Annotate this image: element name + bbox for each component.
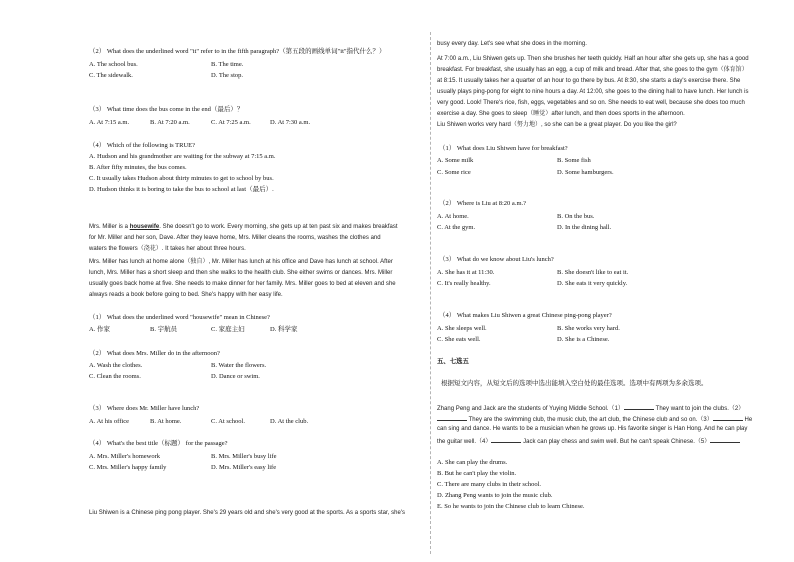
blank-3[interactable] [713, 414, 743, 421]
option-b[interactable]: B. The time. [211, 61, 244, 68]
passage-c-line: very good. Look! There's rice, fish, eggs, vegetables and so on. She needs to eat well, because she does too much [437, 100, 745, 106]
blank-5[interactable] [710, 436, 740, 443]
option-c[interactable]: C. It's really healthy. [437, 280, 491, 287]
blank-4[interactable] [491, 436, 521, 443]
question-3: （3） What do we know about Liu's lunch? [439, 256, 554, 263]
option-b[interactable]: B. On the bus. [557, 213, 595, 220]
option-e[interactable]: E. So he wants to join the Chinese club to learn Chinese. [437, 503, 585, 510]
option-d[interactable]: D. At the club. [270, 418, 309, 425]
text: Mrs. Miller is a [89, 224, 130, 230]
option-b[interactable]: B. At 7:20 a.m. [150, 119, 190, 126]
option-b[interactable]: B. 宇航员 [150, 326, 178, 333]
underlined-word: housewife [129, 224, 160, 230]
option-d[interactable]: D. At 7:30 a.m. [270, 119, 311, 126]
option-a[interactable]: A. 作家 [89, 326, 110, 333]
question-4: （4） What's the best title（标题） for the passage? [89, 440, 228, 447]
option-d[interactable]: D. Hudson thinks it is boring to take the bus to school at last（最后）. [89, 186, 274, 193]
question-1: （1） What does Liu Shiwen have for breakfast? [439, 145, 568, 152]
option-d[interactable]: D. Some hamburgers. [557, 169, 614, 176]
instruction: 根据短文内容，从短文后的选项中选出能填入空白处的最佳选项。选项中有两项为多余选项。 [441, 380, 708, 387]
option-b[interactable]: B. But he can't play the violin. [437, 470, 517, 477]
option-d[interactable]: D. She eats it very quickly. [557, 280, 628, 287]
passage-b-line: usually goes back home at five. She needs to make dinner for her family. Mrs. Miller goes to bed at eleven and she [89, 281, 396, 287]
cloze-line [437, 436, 740, 446]
question-2: （2） What does the underlined word "it" refer to in the fifth paragraph?（第五段的画线单词"it"指代什么？） [89, 48, 386, 55]
passage-b-line: lunch, Mrs. Miller has a short sleep and then she walks to the health club. She either swims or dances. Mrs. Miller [89, 270, 393, 276]
option-a[interactable]: A. She can play the drums. [437, 459, 508, 466]
option-a[interactable]: A. She has it at 11:30. [437, 269, 495, 276]
passage-c-line: usually plays ping-pong for eight to nine hours a day. At 12:00, she goes to the dining hall to have lunch. Her lunch is [437, 89, 749, 95]
passage-c-line: exercise a day. She goes to sleep（睡觉）after lunch, and then does sports in the afternoon. [437, 111, 685, 117]
text: They are the swimming club, the music club, the art club, the Chinese club and so on.（3） [467, 417, 713, 423]
cloze-line [437, 414, 752, 424]
passage-c-line: busy every day. Let's see what she does in the morning. [437, 41, 587, 47]
passage-b-line: always reads a book before going to bed. She's happy with her easy life. [89, 292, 283, 298]
option-a[interactable]: A. Some milk [437, 157, 474, 164]
option-d[interactable]: D. 科学家 [270, 326, 298, 333]
section-title: 五、七选五 [437, 357, 469, 365]
option-b[interactable]: B. Water the flowers. [211, 362, 267, 369]
option-b[interactable]: B. She doesn't like to eat it. [557, 269, 629, 276]
option-c[interactable]: C. At the gym. [437, 224, 476, 231]
cloze-line: can sing and dance. He wants to be a musician when he grows up. His favorite singer is Han Hong. And he can play [437, 426, 748, 432]
option-c[interactable]: C. The sidewalk. [89, 72, 133, 79]
question-2: （2） Where is Liu at 8:20 a.m.? [439, 200, 527, 207]
option-b[interactable]: B. Some fish [557, 157, 591, 164]
passage-c-line: Liu Shiwen works very hard（努力地）, so she can be a great player. Do you like the girl? [437, 122, 677, 128]
text: Zhang Peng and Jack are the students of Yuying Middle School.（1） [437, 406, 624, 412]
option-b[interactable]: B. After fifty minutes, the bus comes. [89, 164, 187, 171]
option-a[interactable]: A. The school bus. [89, 61, 138, 68]
passage-c-line: at 8:15. It usually takes her a quarter of an hour to go there by bus. At 8:30, she starts a day's exercise there. She [437, 78, 741, 84]
blank-1[interactable] [624, 403, 654, 410]
option-c[interactable]: C. At school. [211, 418, 245, 425]
question-3: （3） What time does the bus come in the end（最后）？ [89, 106, 244, 113]
cloze-line [437, 403, 744, 413]
question-3: （3） Where does Mr. Miller have lunch? [89, 405, 200, 412]
passage-c-line: Liu Shiwen is a Chinese ping pong player. She's 29 years old and she's very good at the sports. As a sports star, she's [89, 510, 405, 516]
passage-b-line [89, 223, 398, 231]
passage-b-line: waters the flowers（浇花）. It takes her about three hours. [89, 246, 246, 252]
option-c[interactable]: C. 家庭主妇 [211, 326, 245, 333]
option-d[interactable]: D. Mrs. Miller's easy life [211, 464, 277, 471]
option-a[interactable]: A. Wash the clothes. [89, 362, 143, 369]
text: . She doesn't go to work. Every morning, she gets up at ten past six and makes breakfast [159, 224, 398, 230]
text: Jack can play chess and swim well. But he can't speak Chinese.（5） [521, 439, 711, 445]
question-1: （1） What does the underlined word "housewife" mean in Chinese? [89, 314, 270, 321]
option-c[interactable]: C. It usually takes Hudson about thirty minutes to get to school by bus. [89, 175, 274, 182]
option-d[interactable]: D. Zhang Peng wants to join the music club. [437, 492, 553, 499]
text: They want to join the clubs.（2） [653, 406, 745, 412]
question-2: （2） What does Mrs. Miller do in the afternoon? [89, 350, 220, 357]
option-c[interactable]: C. She eats well. [437, 336, 481, 343]
blank-2[interactable] [437, 414, 467, 421]
option-b[interactable]: B. She works very hard. [557, 325, 620, 332]
option-d[interactable]: D. In the dining hall. [557, 224, 612, 231]
option-d[interactable]: D. Dance or swim. [211, 373, 260, 380]
text: the guitar well.（4） [437, 439, 492, 445]
option-a[interactable]: A. At 7:15 a.m. [89, 119, 130, 126]
option-c[interactable]: C. Clean the rooms. [89, 373, 141, 380]
passage-b-line: Mrs. Miller has lunch at home alone（独自）, Mr. Miller has lunch at his office and Dave has lunch at school. After [89, 259, 393, 265]
option-b[interactable]: B. Mrs. Miller's busy life [211, 453, 277, 460]
option-a[interactable]: A. Hudson and his grandmother are waiting for the subway at 7:15 a.m. [89, 153, 276, 160]
text: He [742, 417, 753, 423]
option-c[interactable]: C. At 7:25 a.m. [211, 119, 251, 126]
option-a[interactable]: A. At home. [437, 213, 469, 220]
option-d[interactable]: D. The stop. [211, 72, 244, 79]
option-d[interactable]: D. She is a Chinese. [557, 336, 610, 343]
passage-c-line: breakfast. For breakfast, she usually has an egg, a cup of milk and bread. After that, she goes to the gym（体育馆） [437, 67, 748, 73]
option-b[interactable]: B. At home. [150, 418, 182, 425]
right-page [397, 0, 794, 562]
question-4: （4） Which of the following is TRUE? [89, 142, 196, 149]
passage-c-line: At 7:00 a.m., Liu Shiwen gets up. Then she brushes her teeth quickly. Half an hour after she gets up, she has a good [437, 56, 749, 62]
option-c[interactable]: C. There are many clubs in their school. [437, 481, 542, 488]
question-4: （4） What makes Liu Shiwen a great Chinese ping-pong player? [439, 312, 612, 319]
option-c[interactable]: C. Some rice [437, 169, 471, 176]
passage-b-line: for Mr. Miller and her son, Dave. After they leave home, Mrs. Miller cleans the rooms, washes the clothes and [89, 235, 381, 241]
option-a[interactable]: A. She sleeps well. [437, 325, 487, 332]
option-a[interactable]: A. Mrs. Miller's homework [89, 453, 161, 460]
option-a[interactable]: A. At his office [89, 418, 129, 425]
option-c[interactable]: C. Mrs. Miller's happy family [89, 464, 167, 471]
